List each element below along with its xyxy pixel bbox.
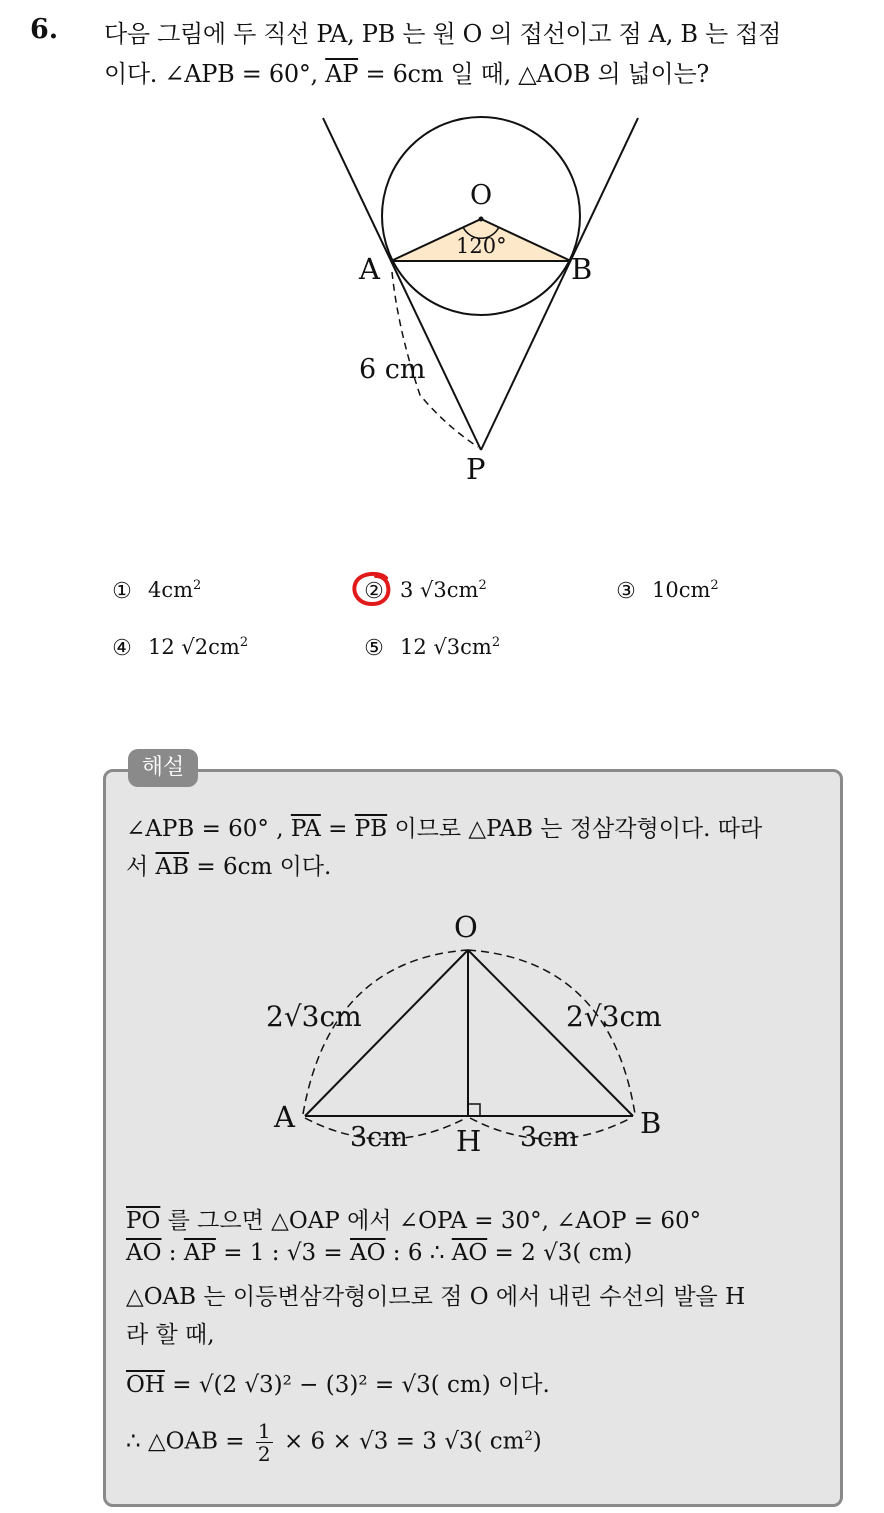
- solution-text: = 1 : √3 =: [215, 1240, 351, 1266]
- solution-line-7: [126, 1366, 550, 1399]
- solution-tag: 해설: [128, 749, 198, 787]
- label-a: A: [359, 252, 380, 286]
- question-number: 6.: [30, 14, 59, 45]
- choice-exponent: 2: [193, 578, 202, 593]
- choice-number: ⑤: [364, 635, 384, 661]
- label-o: O: [454, 910, 478, 944]
- solution-text: 서: [126, 854, 156, 880]
- segment-oh: $\overline{OH}$: [126, 1372, 165, 1398]
- solution-text: : 6 ∴: [385, 1240, 452, 1266]
- label-p: P: [466, 452, 486, 486]
- solution-text: 를 그으면 △OAP 에서 ∠OPA = 30°, ∠AOP = 60°: [160, 1208, 702, 1234]
- segment-ap: $\overline{AP}$: [325, 60, 359, 88]
- solution-text: = √(2 √3)² − (3)² = √3( cm) 이다.: [164, 1372, 550, 1398]
- choice-text: 12 √3cm: [400, 635, 492, 659]
- label-b: B: [571, 252, 593, 286]
- segment-ao: $\overline{AO}$: [126, 1240, 162, 1266]
- solution-text: × 6 × √3 = 3 √3( cm: [276, 1428, 525, 1455]
- choice-number: ④: [112, 635, 132, 661]
- solution-line-6: 라 할 때,: [126, 1322, 215, 1348]
- solution-line-5: △OAB 는 이등변삼각형이므로 점 O 에서 내린 수선의 발을 H: [126, 1284, 746, 1310]
- fraction-one-half: [256, 1420, 273, 1465]
- length-label: 6 cm: [359, 354, 426, 385]
- choice-number: ①: [112, 578, 132, 604]
- choice-exponent: 2: [710, 578, 719, 593]
- side-right-label: 2√3cm: [566, 1000, 662, 1033]
- solution-text: ∴ △OAB =: [126, 1428, 252, 1455]
- choice-exponent: 2: [491, 635, 501, 650]
- solution-text: =: [320, 816, 355, 842]
- choice-exponent: 2: [478, 578, 487, 593]
- question-text-line1: 다음 그림에 두 직선 PA, PB 는 원 O 의 접선이고 점 A, B 는 접점: [104, 20, 781, 48]
- label-o: O: [470, 180, 493, 211]
- segment-ab: $\overline{AB}$: [155, 854, 190, 880]
- choice-text: 12 √2cm: [148, 635, 240, 659]
- solution-text: = 2 √3( cm): [487, 1240, 633, 1266]
- solution-line-3: [126, 1202, 701, 1235]
- solution-text: = 6cm 이다.: [189, 854, 332, 880]
- choice-number: ③: [616, 578, 636, 604]
- solution-line-4: [126, 1240, 632, 1266]
- choice-text: 3 √3cm: [400, 578, 479, 602]
- segment-ap: $\overline{AP}$: [183, 1240, 216, 1266]
- segment-pa: $\overline{PA}$: [290, 816, 321, 842]
- segment-ao: $\overline{AO}$: [451, 1240, 488, 1266]
- choice-number: ②: [364, 578, 384, 604]
- side-left-label: 2√3cm: [266, 1000, 362, 1033]
- solution-text: ∠APB = 60° ,: [126, 816, 291, 842]
- solution-text: ): [532, 1428, 542, 1455]
- choice-text: 4cm: [148, 578, 194, 602]
- solution-text: :: [161, 1240, 184, 1266]
- segment-ao: $\overline{AO}$: [350, 1240, 386, 1266]
- segment-po: $\overline{PO}$: [126, 1208, 161, 1234]
- solution-text: 이므로 △PAB 는 정삼각형이다. 따라: [387, 816, 763, 842]
- choice-text: 10cm: [652, 578, 711, 602]
- question-text: 이다. ∠APB = 60°,: [104, 60, 326, 88]
- label-b: B: [640, 1106, 662, 1140]
- label-a: A: [274, 1100, 295, 1134]
- choice-exponent: 2: [239, 635, 249, 650]
- solution-line-8: [126, 1420, 542, 1465]
- fraction-numerator: 1: [257, 1419, 271, 1443]
- label-h: H: [456, 1124, 482, 1158]
- base-left-label: 3cm: [350, 1122, 408, 1153]
- question-text: = 6cm 일 때, △AOB 의 넓이는?: [358, 60, 709, 88]
- angle-label: 120°: [456, 234, 507, 258]
- fraction-denominator: 2: [257, 1442, 271, 1466]
- segment-pb: $\overline{PB}$: [354, 816, 388, 842]
- exponent: 2: [524, 1428, 533, 1444]
- base-right-label: 3cm: [520, 1122, 578, 1153]
